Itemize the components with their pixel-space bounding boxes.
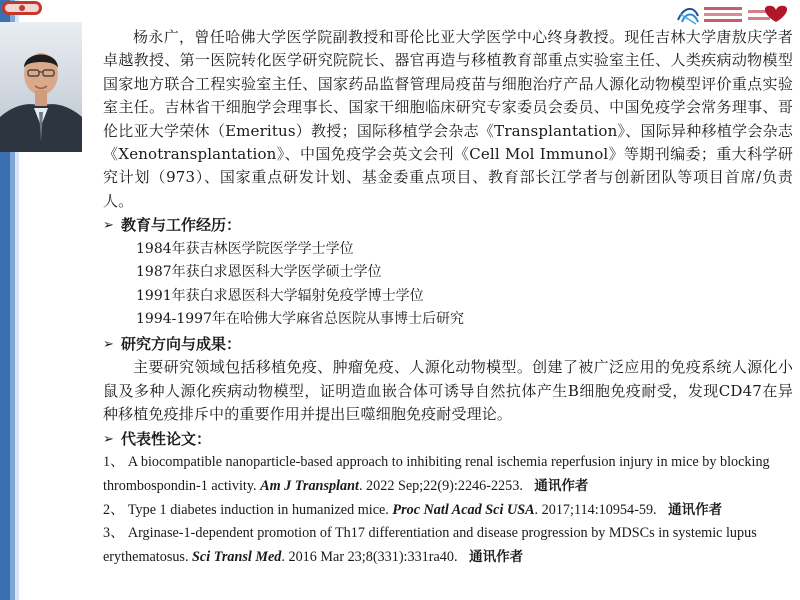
paper-journal: Sci Transl Med xyxy=(192,549,282,566)
swirl-logo-icon xyxy=(678,9,698,24)
arrow-bullet-icon: ➢ xyxy=(103,337,114,353)
education-heading xyxy=(103,214,793,237)
paper-citation: . 2016 Mar 23;8(331):331ra40. xyxy=(281,549,458,566)
paper-number: 1、 xyxy=(103,454,125,471)
paper-title: Arginase-1-dependent promotion of Th17 differentiation and disease progression by MDSCs in systemic lupus erythematosus. xyxy=(103,525,757,566)
arrow-bullet-icon: ➢ xyxy=(103,218,114,234)
research-title: 研究方向与成果： xyxy=(121,335,242,354)
paper-title: A biocompatible nanoparticle-based approach to inhibiting renal ischemia reperfusion injury in mice by blocking thrombospondin-1 activity. xyxy=(103,454,770,494)
society-logo xyxy=(2,0,42,16)
paper-item xyxy=(103,451,793,499)
paper-title: Type 1 diabetes induction in humanized mice. xyxy=(127,501,389,518)
papers-title: 代表性论文： xyxy=(121,429,212,448)
bio-paragraph: 杨永广，曾任哈佛大学医学院副教授和哥伦比亚大学医学中心终身教授。现任吉林大学唐敖庆学者卓越教授、第一医院转化医学研究院院长、器官再造与移植教育部重点实验室主任、人类疾病动物模型国家地方联合工程实验室主任、国家药品监督管理局疫苗与细胞治疗产品人源化动物模型评价重点实验室主任。吉林省干细胞学会理事长、国家干细胞临床研究专家委员会委员、中国免疫学会常务理事、哥伦比亚大学荣休（Emeritus）教授；国际移植学会杂志《Transplantation》、国际异种移植学会杂志《Xenotransplantation》、中国免疫学会英文会刊《Cell Mol Immunol》等期刊编委；重大科学研究计划（973）、国家重点研发计划、基金委重点项目、教育部长江学者与创新团队等项目首席/负责人。 xyxy=(103,28,793,210)
arrow-bullet-icon: ➢ xyxy=(103,431,114,447)
research-paragraph: 主要研究领域包括移植免疫、肿瘤免疫、人源化动物模型。创建了被广泛应用的免疫系统人源化小鼠及多种人源化疾病动物模型，证明造血嵌合体可诱导自然抗体产生B细胞免疫耐受，发现CD47在异种移植免疫排斥中的重要作用并提出巨噬细胞免疫耐受理论。 xyxy=(103,358,793,424)
paper-item xyxy=(103,522,793,570)
paper-journal: Am J Transplant xyxy=(260,477,359,494)
portrait-photo xyxy=(0,22,82,152)
papers-heading xyxy=(103,428,793,451)
education-list xyxy=(103,238,793,332)
corresponding-author-note: 通讯作者 xyxy=(668,501,723,518)
research-heading xyxy=(103,333,793,356)
corresponding-author-note: 通讯作者 xyxy=(534,477,589,494)
paper-citation: . 2022 Sep;22(9):2246-2253. xyxy=(358,477,523,494)
education-item: 1991年获白求恩医科大学辐射免疫学博士学位 xyxy=(136,287,424,304)
paper-journal: Proc Natl Acad Sci USA xyxy=(392,501,535,518)
corresponding-author-note: 通讯作者 xyxy=(469,549,524,566)
education-title: 教育与工作经历： xyxy=(121,216,242,235)
papers-list xyxy=(103,451,793,570)
organizer-logos xyxy=(676,2,796,26)
content-area xyxy=(103,26,793,570)
paper-number: 2、 xyxy=(103,501,125,518)
education-item: 1994-1997年在哈佛大学麻省总医院从事博士后研究 xyxy=(136,311,464,328)
paper-item xyxy=(103,499,793,523)
paper-citation: . 2017;114:10954-59. xyxy=(534,501,657,518)
paper-number: 3、 xyxy=(103,525,125,542)
education-item: 1984年获吉林医学院医学学士学位 xyxy=(136,240,354,257)
education-item: 1987年获白求恩医科大学医学硕士学位 xyxy=(136,264,382,281)
